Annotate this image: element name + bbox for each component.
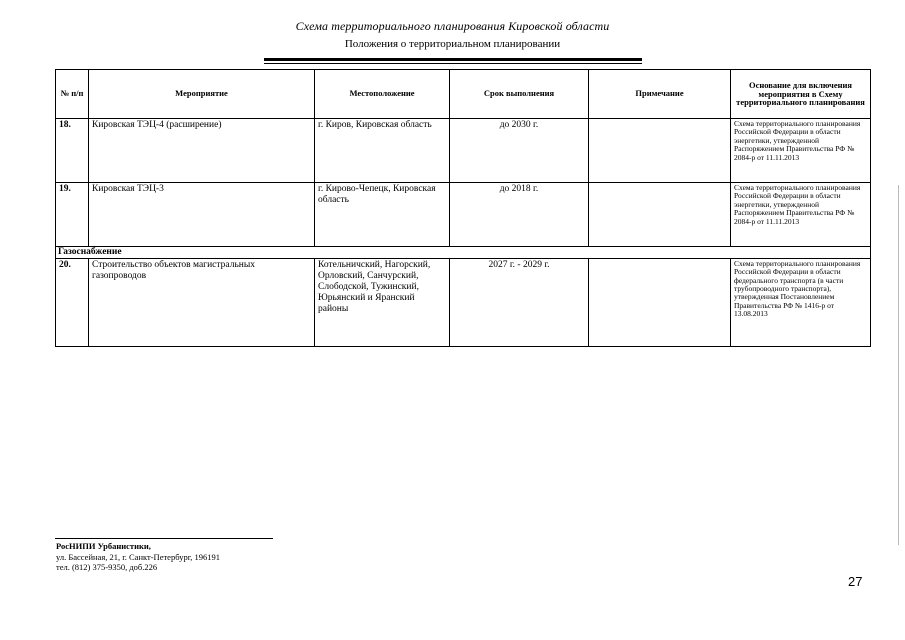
col-header-measure: Мероприятие bbox=[89, 70, 315, 119]
row-note bbox=[589, 119, 731, 183]
row-basis: Схема территориального планирования Российской Федерации в области энергетики, утвержденной Распоряжением Правительства РФ № 2084-р от 11.11.2013 bbox=[731, 183, 871, 247]
page-edge-line bbox=[898, 185, 899, 545]
measures-table bbox=[55, 69, 871, 347]
row-note bbox=[589, 258, 731, 346]
header-rule-thin bbox=[264, 63, 642, 64]
col-header-note: Примечание bbox=[589, 70, 731, 119]
page-number: 27 bbox=[848, 574, 863, 589]
row-measure: Кировская ТЭЦ-4 (расширение) bbox=[89, 119, 315, 183]
table-row bbox=[56, 183, 871, 247]
row-location: г. Кирово-Чепецк, Кировская область bbox=[315, 183, 450, 247]
row-location: г. Киров, Кировская область bbox=[315, 119, 450, 183]
row-note bbox=[589, 183, 731, 247]
row-measure: Строительство объектов магистральных газопроводов bbox=[89, 258, 315, 346]
row-term: до 2030 г. bbox=[450, 119, 589, 183]
footer-address: ул. Бассейная, 21, г. Санкт-Петербург, 196191 bbox=[56, 551, 220, 562]
col-header-basis: Основание для включения мероприятия в Схему территориального планирования bbox=[731, 70, 871, 119]
section-label: Газоснабжение bbox=[56, 247, 871, 259]
table-row bbox=[56, 258, 871, 346]
document-title: Схема территориального планирования Кировской области bbox=[295, 19, 610, 33]
row-num: 19. bbox=[56, 183, 89, 247]
table-header-row bbox=[56, 70, 871, 119]
footer-phone: тел. (812) 375-9350, доб.226 bbox=[56, 562, 158, 573]
table-row bbox=[56, 119, 871, 183]
footer-org: РосНИПИ Урбанистики, bbox=[56, 541, 151, 551]
footer-contacts bbox=[56, 541, 220, 573]
row-num: 18. bbox=[56, 119, 89, 183]
row-basis: Схема территориального планирования Российской Федерации в области федерального транспорта (в части трубопроводного транспорта), утвержденная Постановлением Правительства РФ № 1416-р от 13.08.2013 bbox=[731, 258, 871, 346]
row-term: до 2018 г. bbox=[450, 183, 589, 247]
col-header-num: № п/п bbox=[56, 70, 89, 119]
row-term: 2027 г. - 2029 г. bbox=[450, 258, 589, 346]
row-location: Котельничский, Нагорский, Орловский, Санчурский, Слободской, Тужинский, Юрьянский и Яранский районы bbox=[315, 258, 450, 346]
row-measure: Кировская ТЭЦ-3 bbox=[89, 183, 315, 247]
footer-rule bbox=[55, 538, 273, 539]
document-subtitle: Положения о территориальном планировании bbox=[344, 38, 561, 50]
row-basis: Схема территориального планирования Российской Федерации в области энергетики, утвержденной Распоряжением Правительства РФ № 2084-р от 11.11.2013 bbox=[731, 119, 871, 183]
row-num: 20. bbox=[56, 258, 89, 346]
header-rule-thick bbox=[264, 58, 642, 61]
col-header-location: Местоположение bbox=[315, 70, 450, 119]
section-row bbox=[56, 247, 871, 259]
col-header-term: Срок выполнения bbox=[450, 70, 589, 119]
